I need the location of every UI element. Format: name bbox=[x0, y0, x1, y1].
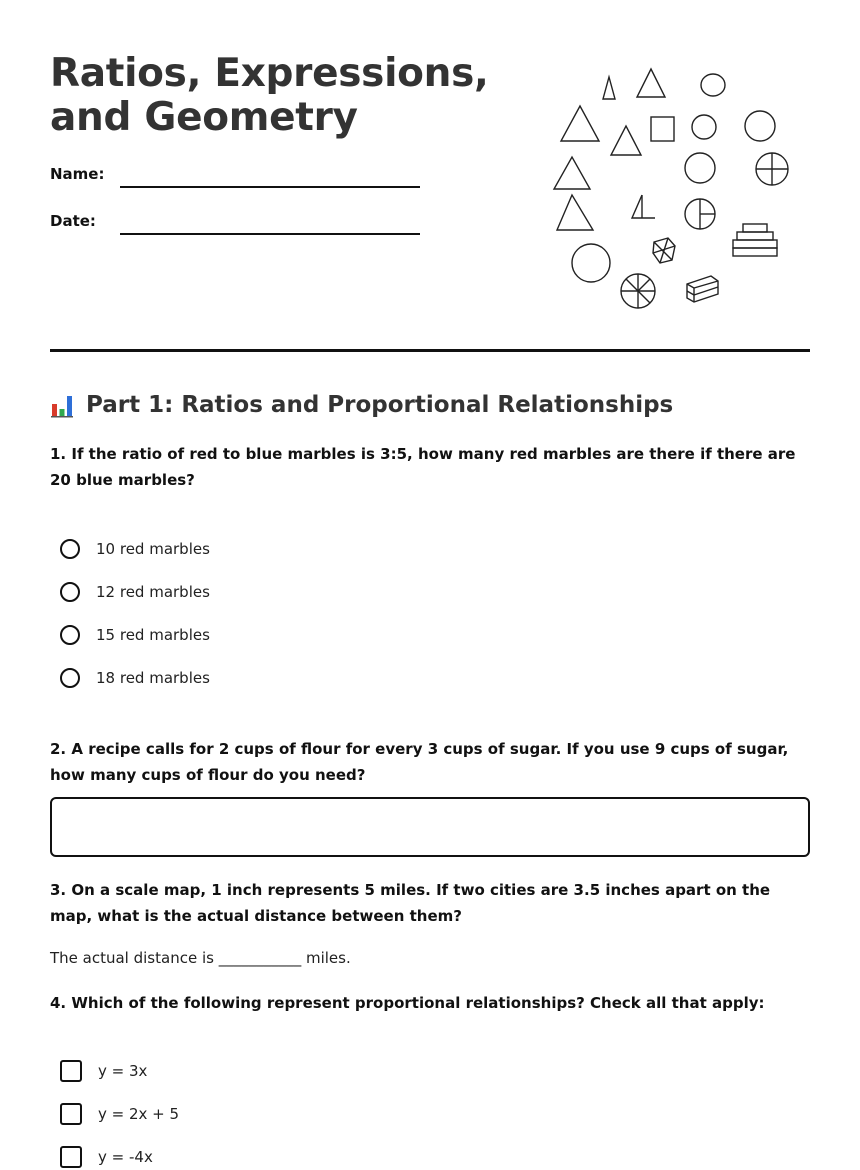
checkbox[interactable] bbox=[60, 1060, 82, 1082]
checkbox[interactable] bbox=[60, 1146, 82, 1168]
question-1-text: 1. If the ratio of red to blue marbles is 3:5, how many red marbles are there if there are 20 blue marbles? bbox=[50, 445, 796, 489]
section-heading-text: Part 1: Ratios and Proportional Relationships bbox=[86, 392, 674, 418]
geometry-shapes-illustration bbox=[545, 62, 805, 317]
option-label: 18 red marbles bbox=[96, 669, 210, 687]
angle-icon bbox=[632, 195, 655, 218]
date-field[interactable] bbox=[120, 233, 420, 235]
triangle-icon bbox=[603, 77, 615, 99]
circle-icon bbox=[572, 244, 610, 282]
q3-fill-in-sentence[interactable]: The actual distance is ___________ miles. bbox=[50, 949, 351, 967]
question-4-text: 4. Which of the following represent proportional relationships? Check all that apply: bbox=[50, 994, 765, 1012]
triangle-icon bbox=[554, 157, 590, 189]
q1-option-2[interactable] bbox=[60, 579, 210, 605]
option-label: y = -4x bbox=[98, 1148, 153, 1166]
option-label: 10 red marbles bbox=[96, 540, 210, 558]
q4-option-2[interactable] bbox=[60, 1101, 179, 1127]
question-3-text: 3. On a scale map, 1 inch represents 5 miles. If two cities are 3.5 inches apart on the map, what is the actual distance between them? bbox=[50, 881, 771, 925]
circle-icon bbox=[701, 74, 725, 96]
triangle-icon bbox=[611, 126, 641, 155]
square-icon bbox=[651, 117, 674, 141]
q4-option-3[interactable] bbox=[60, 1144, 153, 1170]
option-label: y = 2x + 5 bbox=[98, 1105, 180, 1123]
circle-icon bbox=[692, 115, 716, 139]
q1-option-3[interactable] bbox=[60, 622, 210, 648]
circle-icon bbox=[685, 153, 715, 183]
triangle-icon bbox=[637, 69, 665, 97]
stacked-blocks-icon bbox=[743, 224, 767, 232]
radio-button[interactable] bbox=[60, 539, 80, 559]
section-divider bbox=[50, 349, 810, 352]
radio-button[interactable] bbox=[60, 668, 80, 688]
q4-option-1[interactable] bbox=[60, 1058, 147, 1084]
triangle-icon bbox=[561, 106, 599, 141]
option-label: y = 3x bbox=[98, 1062, 148, 1080]
option-label: 12 red marbles bbox=[96, 583, 210, 601]
triangle-icon bbox=[557, 195, 593, 230]
name-field[interactable] bbox=[120, 186, 420, 188]
radio-button[interactable] bbox=[60, 625, 80, 645]
bar-chart-icon bbox=[50, 392, 74, 418]
page-title: Ratios, Expressions, and Geometry bbox=[50, 51, 489, 140]
q1-option-1[interactable] bbox=[60, 536, 210, 562]
checkbox[interactable] bbox=[60, 1103, 82, 1125]
option-label: 15 red marbles bbox=[96, 626, 210, 644]
radio-button[interactable] bbox=[60, 582, 80, 602]
circle-icon bbox=[745, 111, 775, 141]
section-heading-part1 bbox=[50, 389, 673, 421]
date-label: Date: bbox=[50, 212, 96, 230]
question-2-text: 2. A recipe calls for 2 cups of flour for every 3 cups of sugar. If you use 9 cups of sugar, how many cups of flour do you need? bbox=[50, 740, 789, 784]
name-label: Name: bbox=[50, 165, 105, 183]
q1-option-4[interactable] bbox=[60, 665, 210, 691]
q2-answer-field[interactable] bbox=[50, 797, 810, 857]
